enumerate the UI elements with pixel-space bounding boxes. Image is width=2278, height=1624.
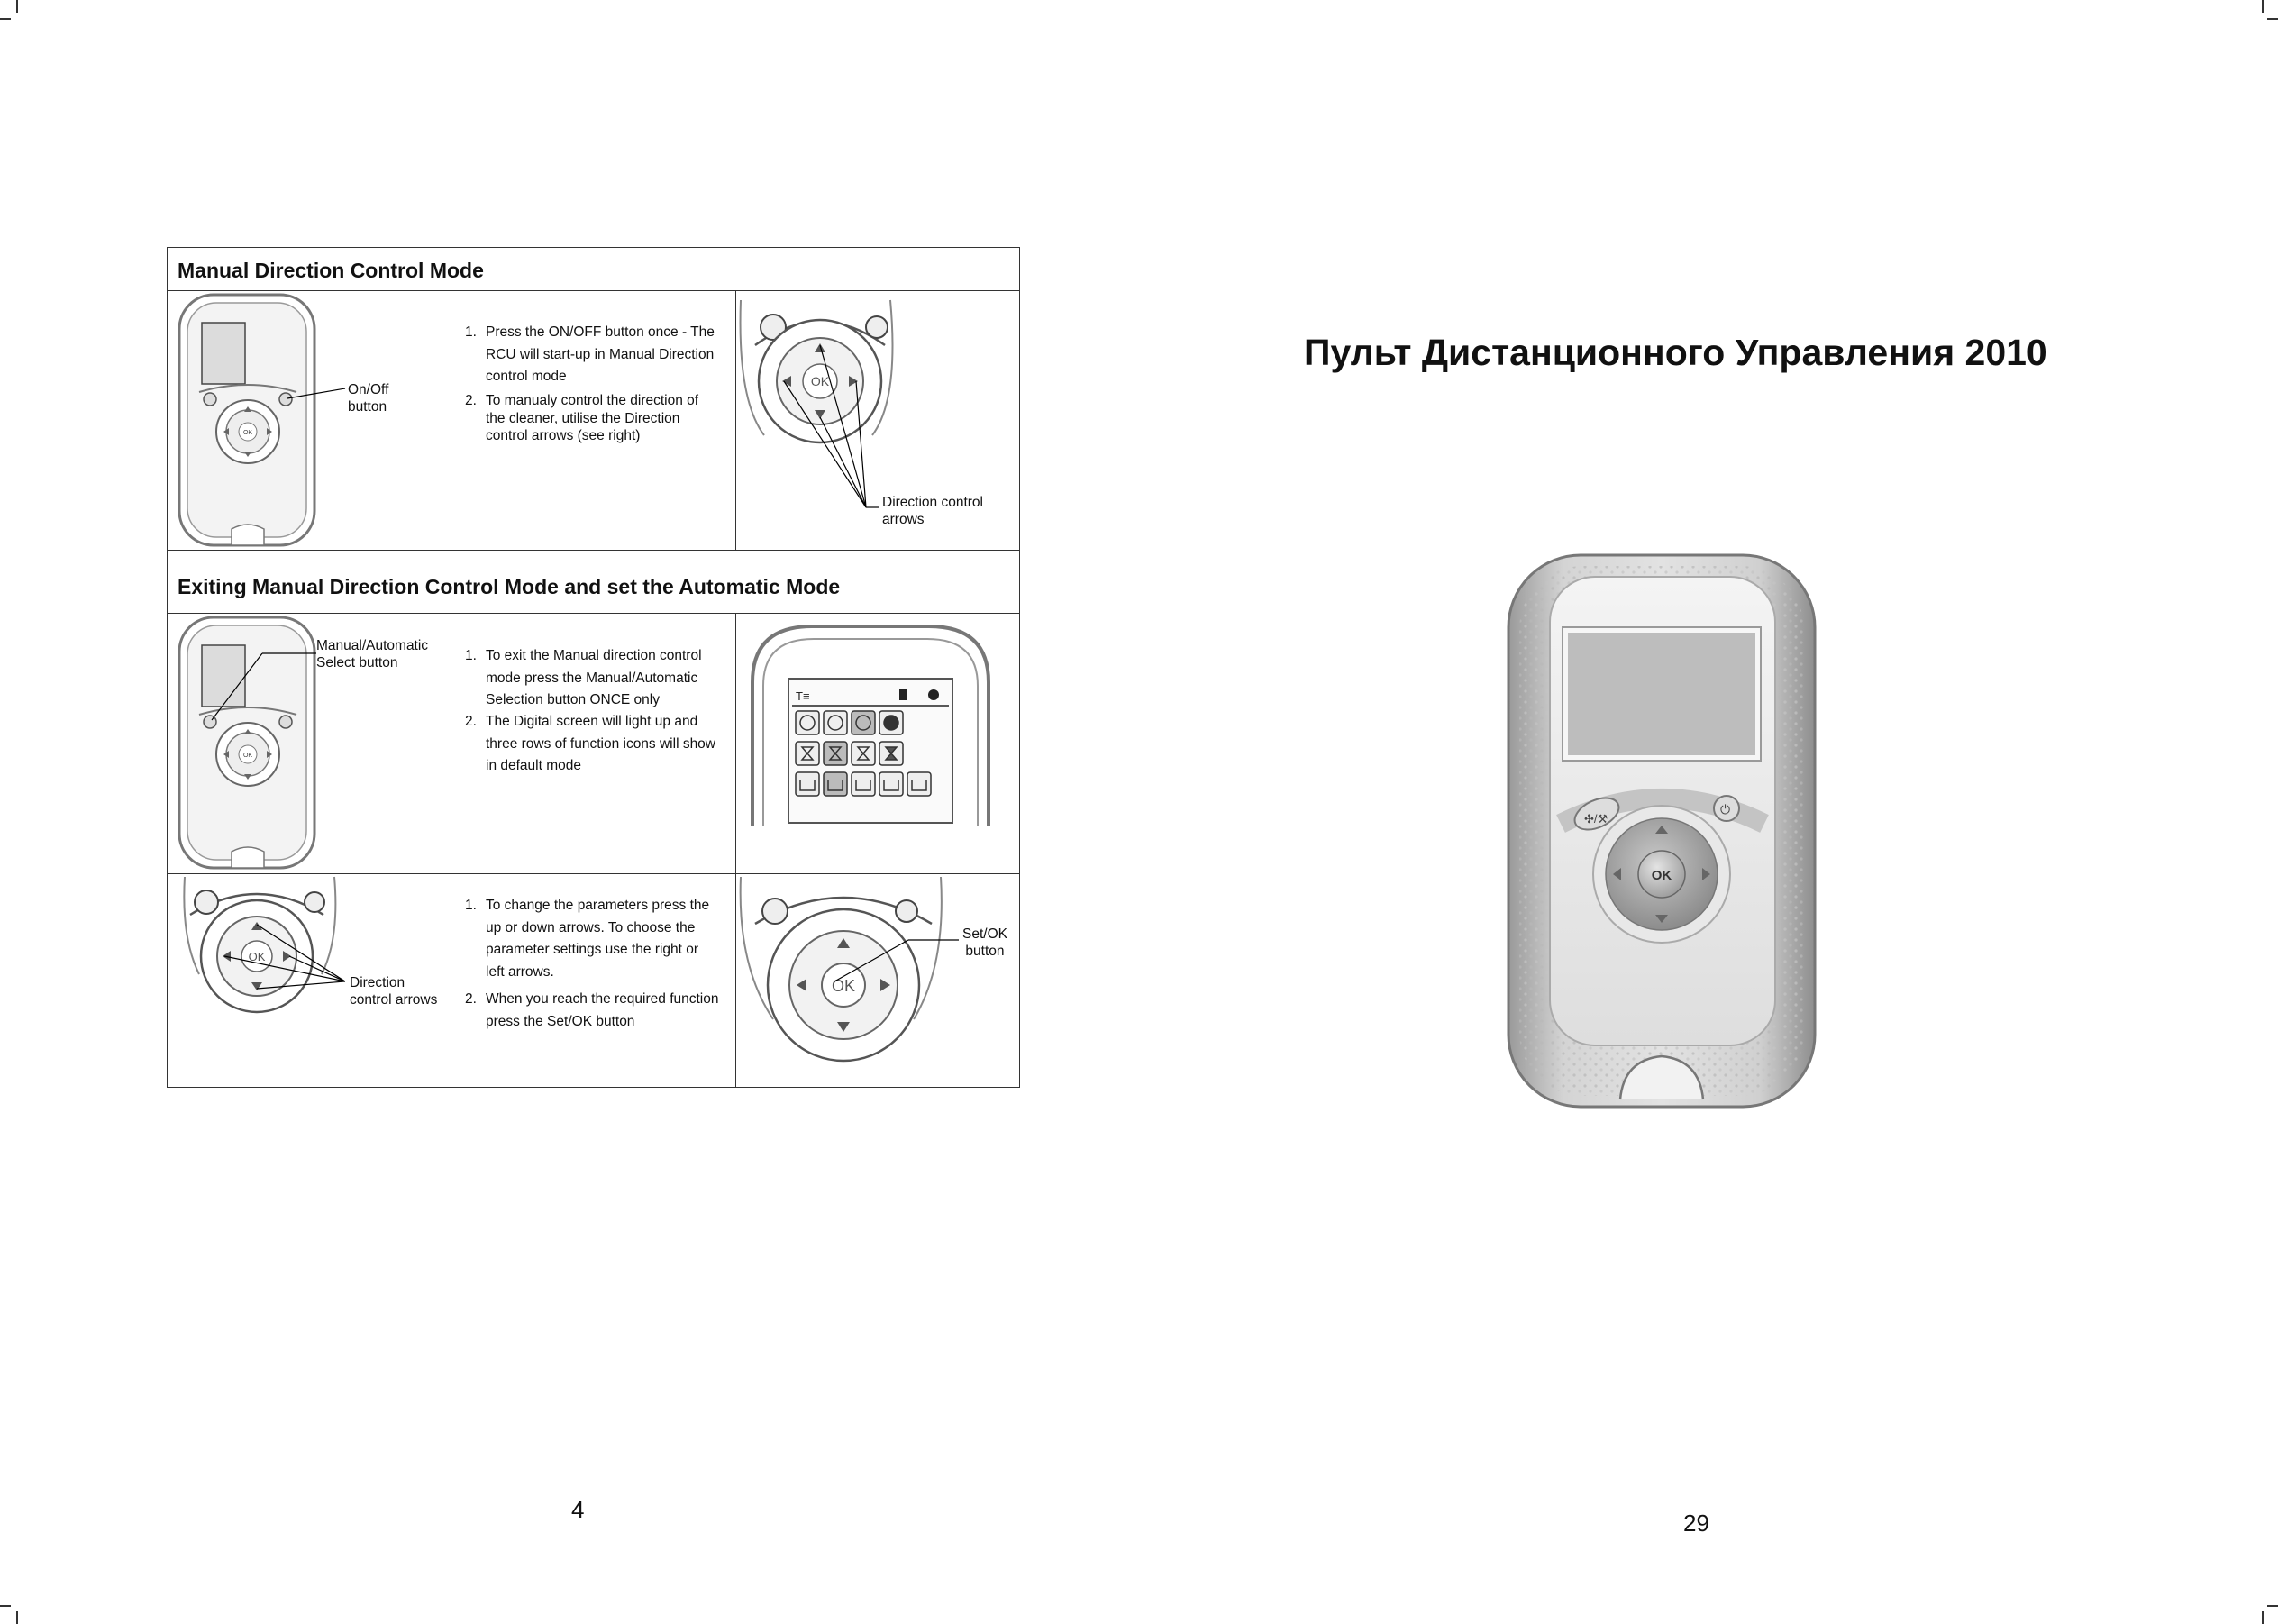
step-item [465,645,719,712]
ok-text: OK [248,950,266,963]
page-number: 4 [571,1496,585,1523]
ok-text: OK [810,374,830,388]
step-number: 2. [465,393,477,408]
step-text: To manualy control the direction of the cleaner, utilise the Direction control arrows (see right) [486,393,699,443]
ok-text: OK [242,430,253,436]
crop-mark [2267,18,2278,20]
crop-mark [16,0,18,13]
remote-control-photo [1507,553,1818,1112]
control-pad-illustration [737,875,962,1091]
step-item [465,322,717,388]
ok-text: OK [831,977,856,995]
digital-screen-illustration [749,619,1010,835]
control-pad-illustration [737,291,935,552]
step-number: 2. [465,991,477,1007]
svg-text:T≡: T≡ [796,689,810,703]
ok-text: OK [1651,868,1672,883]
remote-illustration [172,291,334,552]
page-title: Пульт Дистанционного Управления 2010 [1304,332,2047,373]
step-text: The Digital screen will light up and three rows of function icons will show in default mode [486,714,716,773]
step-number: 1. [465,898,477,913]
section-title: Exiting Manual Direction Control Mode and set the Automatic Mode [178,575,841,598]
ok-text: OK [242,753,253,759]
page-number: 29 [1683,1510,1709,1537]
section-title: Manual Direction Control Mode [178,259,484,282]
column-divider [735,613,736,1088]
on-off-label: On/Off button [348,382,389,415]
direction-arrows-label: Direction control arrows [350,975,438,1008]
step-number: 1. [465,324,477,340]
remote-illustration [172,614,334,875]
svg-text:✣/⚒: ✣/⚒ [1584,812,1608,826]
step-text: Press the ON/OFF button once - The RCU will start-up in Manual Direction control mode [486,324,715,384]
step-number: 1. [465,648,477,663]
step-text: When you reach the required function press the Set/OK button [486,991,719,1029]
step-item [465,895,719,983]
crop-mark [0,18,11,20]
instruction-table [167,247,1020,1088]
step-item [465,711,719,778]
crop-mark [16,1611,18,1624]
step-number: 2. [465,714,477,729]
column-divider [735,290,736,550]
step-text: To change the parameters press the up or down arrows. To choose the parameter settings use the right or left arrows. [486,898,710,980]
crop-mark [2267,1605,2278,1607]
control-pad-illustration [172,875,352,1055]
set-ok-label: Set/OK button [962,926,1007,959]
crop-mark [2262,1611,2264,1624]
step-text: To exit the Manual direction control mode press the Manual/Automatic Selection button ONCE only [486,648,702,707]
crop-mark [0,1605,11,1607]
crop-mark [2262,0,2264,13]
manual-auto-label: Manual/Automatic Select button [316,638,429,671]
svg-text:⏻: ⏻ [1720,802,1731,817]
step-item [465,989,726,1033]
direction-arrows-label: Direction control arrows [882,495,983,527]
step-item [465,392,719,445]
